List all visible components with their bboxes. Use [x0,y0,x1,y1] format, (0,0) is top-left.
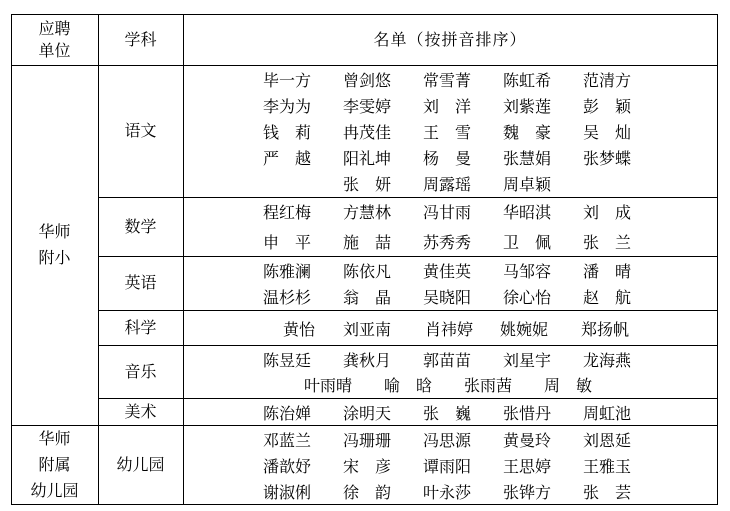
name: 叶雨晴 [304,375,353,395]
name-row [183,400,717,424]
header-unit [11,14,98,65]
name: 张惜丹 [503,403,552,423]
name: 王 雪 [423,122,472,142]
name-row [183,316,717,340]
name: 龚秋月 [343,350,392,370]
name: 张 妍 [343,174,392,194]
name: 方慧林 [343,202,392,222]
name-row [183,229,717,253]
name-row [183,171,717,195]
name: 郭苗苗 [423,350,472,370]
name: 张慧娟 [503,148,552,168]
name: 周 敏 [544,375,593,395]
name: 苏秀秀 [423,232,472,252]
name-row [183,199,717,223]
name: 刘亚南 [343,319,392,339]
unit-huashi-kindergarten [11,425,98,504]
name: 陈虹希 [503,70,552,90]
name-row [183,427,717,451]
name-row [183,453,717,477]
name: 张 兰 [583,232,632,252]
name: 谢淑俐 [263,482,312,502]
name: 黄佳英 [423,261,472,281]
name-row [183,479,717,503]
name-row [183,145,717,169]
name: 宋 彦 [343,456,392,476]
name: 卫 佩 [503,232,552,252]
subject-kindergarten: 幼儿园 [116,454,165,474]
name: 谭雨阳 [423,456,472,476]
name: 姚婉妮 [500,319,549,339]
name: 张雨茜 [464,375,513,395]
name: 陈治婵 [263,403,312,423]
name-row [183,67,717,91]
name: 申 平 [263,232,312,252]
name: 张铧方 [503,482,552,502]
name: 常雪菁 [423,70,472,90]
name: 徐 韵 [343,482,392,502]
name: 冯甘雨 [423,202,472,222]
name: 杨 曼 [423,148,472,168]
name: 刘星宇 [503,350,552,370]
name: 徐心怡 [503,287,552,307]
name: 冯思源 [423,430,472,450]
name: 陈雅澜 [263,261,312,281]
unit-line: 华师 [38,428,71,448]
name: 冯珊珊 [343,430,392,450]
name-row [183,347,717,371]
name: 刘恩延 [583,430,632,450]
name-row [183,372,717,396]
name: 毕一方 [263,70,312,90]
name: 范清方 [583,70,632,90]
name-row [183,284,717,308]
unit-line: 幼儿园 [30,480,79,500]
name: 程红梅 [263,202,312,222]
name: 赵 航 [583,287,632,307]
name-row [183,93,717,117]
name: 涂明天 [343,403,392,423]
name: 李为为 [263,96,312,116]
unit-line: 华师 [38,222,71,241]
name: 温杉杉 [263,287,312,307]
name: 曾剑悠 [343,70,392,90]
name: 阳礼坤 [343,148,392,168]
name: 陈昱廷 [263,350,312,370]
unit-line: 附属 [38,454,71,474]
name: 陈依凡 [343,261,392,281]
name: 王思婷 [503,456,552,476]
name: 龙海燕 [583,350,632,370]
names-area [183,14,717,504]
subject-english: 英语 [124,273,157,292]
name: 施 喆 [343,232,392,252]
name: 王雅玉 [583,456,632,476]
header-subject: 学科 [124,29,157,49]
name: 吴晓阳 [423,287,472,307]
name: 叶永莎 [423,482,472,502]
name: 李雯婷 [343,96,392,116]
subject-music: 音乐 [124,361,157,381]
name: 郑扬帆 [581,319,630,339]
name: 周卓颖 [503,174,552,194]
name: 严 越 [263,148,312,168]
header-unit-line1: 应聘 [38,18,71,38]
name-row [183,119,717,143]
name: 刘 成 [583,202,632,222]
unit-line: 附小 [38,248,71,267]
name: 刘 洋 [423,96,472,116]
header-unit-line2: 单位 [38,40,71,60]
table-border-bottom [11,504,718,505]
subject-art: 美术 [124,401,157,421]
name: 彭 颖 [583,96,632,116]
name: 潘歆妤 [263,456,312,476]
name: 邓蓝兰 [263,430,312,450]
name: 冉茂佳 [343,122,392,142]
name: 吴 灿 [583,122,632,142]
name: 钱 莉 [263,122,312,142]
name: 喻 晗 [384,375,433,395]
subject-math: 数学 [124,216,157,236]
recruitment-table [11,14,718,505]
subject-science: 科学 [124,317,157,337]
name-row [183,258,717,282]
name: 黄怡 [283,319,316,339]
name: 刘紫莲 [503,96,552,116]
unit-huashi-fuxiao [11,65,98,425]
name: 潘 晴 [583,261,632,281]
name: 张梦蝶 [583,148,632,168]
name: 周露瑶 [423,174,472,194]
name: 肖祎婷 [425,319,474,339]
name: 翁 晶 [343,287,392,307]
name: 黄曼玲 [503,430,552,450]
table-border-right [717,14,718,505]
name: 张 芸 [583,482,632,502]
name: 周虹池 [583,403,632,423]
name: 张 巍 [423,403,472,423]
name: 华昭淇 [503,202,552,222]
name: 马邹容 [503,261,552,281]
subject-chinese: 语文 [124,121,157,140]
header-list: 名单（按拼音排序） [373,29,527,49]
name: 魏 豪 [503,122,552,142]
